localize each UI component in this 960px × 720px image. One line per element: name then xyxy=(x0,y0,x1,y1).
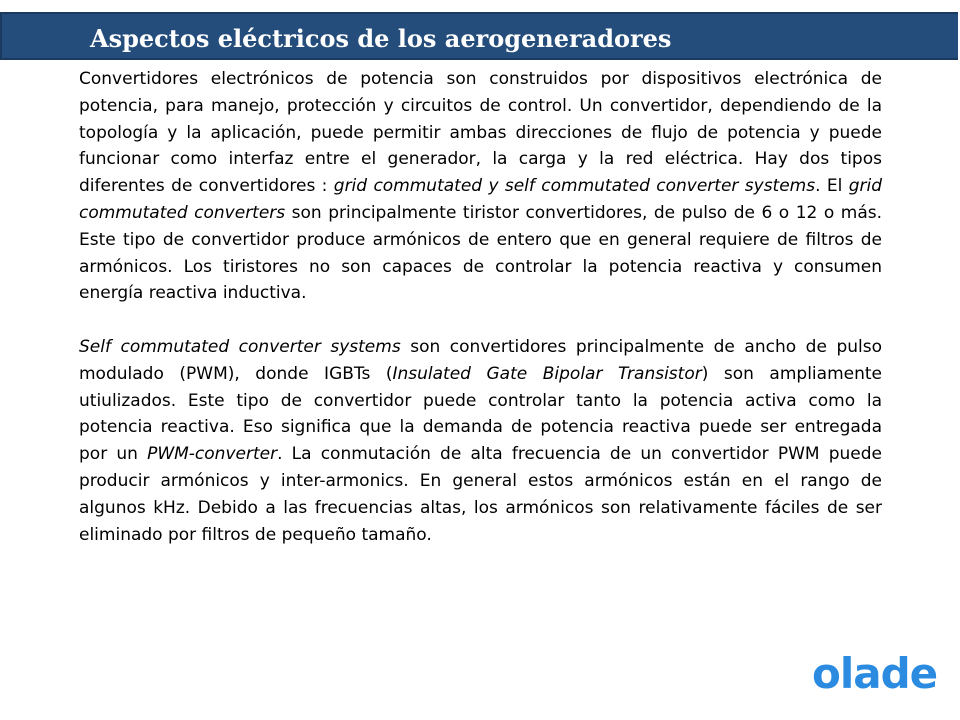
paragraph-grid-commutated xyxy=(79,66,882,307)
italic-term: grid commutated converters xyxy=(79,176,882,223)
text-run: Convertidores electrónicos de potencia son construidos por dispositivos electrónica de potencia, para manejo, protección y circuitos de control. Un convertidor, dependiendo de la topología y la aplicación, puede permitir ambas direcciones de flujo de potencia y puede funcionar como interfaz entre el generador, la carga y la red eléctrica. Hay dos tipos diferentes de convertidores : xyxy=(79,69,882,197)
logo-text: olade xyxy=(812,649,938,698)
paragraph-self-commutated xyxy=(79,334,882,548)
body-content xyxy=(79,66,882,548)
italic-term: Insulated Gate Bipolar Transistor xyxy=(392,363,702,384)
italic-term: PWM-converter xyxy=(147,444,278,465)
text-run: son principalmente tiristor convertidores, de pulso de 6 o 12 o más. Este tipo de convertidor produce armónicos de entero que en general requiere de filtros de armónicos. Los tiristores no son capaces de controlar la potencia reactiva y consumen energía reactiva inductiva. xyxy=(79,202,882,304)
slide-title: Aspectos eléctricos de los aerogeneradores xyxy=(90,24,672,53)
italic-term: grid commutated y self commutated converter systems xyxy=(333,176,816,197)
text-run: . La conmutación de alta frecuencia de un convertidor PWM puede producir armónicos y inter-armonics. En general estos armónicos están en el rango de algunos kHz. Debido a las frecuencias altas, los armónicos son relativamente fáciles de ser eliminado por filtros de pequeño tamaño. xyxy=(79,444,882,545)
title-bar xyxy=(0,12,958,60)
olade-logo xyxy=(812,650,937,698)
italic-term: Self commutated converter systems xyxy=(79,336,401,357)
text-run: ) son ampliamente utiulizados. Este tipo de convertidor puede controlar tanto la potencia activa como la potencia reactiva. Eso significa que la demanda de potencia reactiva puede ser entregada por un xyxy=(79,363,882,465)
text-run: son convertidores principalmente de ancho de pulso modulado (PWM), donde IGBTs ( xyxy=(79,336,882,384)
text-run: . El xyxy=(815,176,849,197)
